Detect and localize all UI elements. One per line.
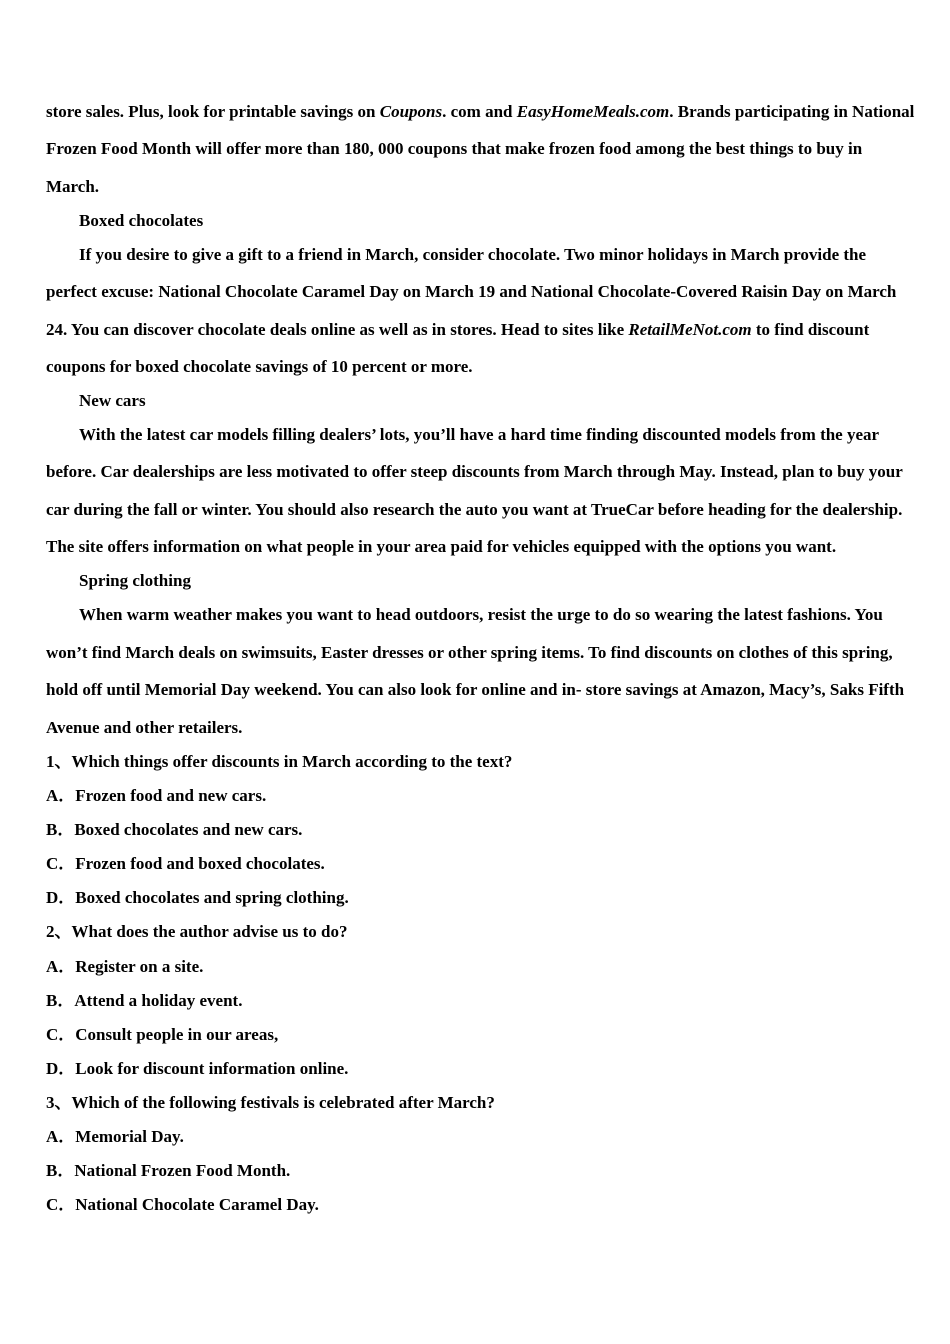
answer-option: B．Boxed chocolates and new cars. xyxy=(46,820,303,839)
section-heading-spring-clothing: Spring clothing xyxy=(79,571,191,590)
site-name-coupons: Coupons xyxy=(379,102,443,121)
passage-line: Frozen Food Month will offer more than 180, 000 coupons that make frozen food among the best things to buy in xyxy=(46,139,863,158)
answer-option: B．Attend a holiday event. xyxy=(46,991,243,1010)
question-stem: 1、Which things offer discounts in March according to the text? xyxy=(46,752,513,771)
section-heading-new-cars: New cars xyxy=(79,391,146,410)
text-run: . com and xyxy=(442,102,517,121)
passage-line: March. xyxy=(46,177,100,196)
text-run: to find discount xyxy=(751,320,870,339)
text-run: 24. You can discover chocolate deals online as well as in stores. Head to sites like xyxy=(46,320,629,339)
answer-option: D．Boxed chocolates and spring clothing. xyxy=(46,888,349,907)
passage-line: The site offers information on what people in your area paid for vehicles equipped with the options you want. xyxy=(46,537,837,556)
passage-line xyxy=(46,320,869,340)
passage-line: Avenue and other retailers. xyxy=(46,718,243,737)
passage-line: hold off until Memorial Day weekend. You can also look for online and in- store savings at Amazon, Macy’s, Saks Fifth xyxy=(46,680,905,699)
question-stem: 2、What does the author advise us to do? xyxy=(46,922,348,941)
text-run: . Brands participating in National xyxy=(669,102,915,121)
answer-option: D．Look for discount information online. xyxy=(46,1059,349,1078)
passage-line: coupons for boxed chocolate savings of 10 percent or more. xyxy=(46,357,473,376)
passage-line: With the latest car models filling dealers’ lots, you’ll have a hard time finding discounted models from the year xyxy=(79,425,880,444)
site-name-retailmenot: RetailMeNot.com xyxy=(628,320,752,339)
passage-line: before. Car dealerships are less motivated to offer steep discounts from March through May. Instead, plan to buy your xyxy=(46,462,903,481)
question-stem: 3、Which of the following festivals is celebrated after March? xyxy=(46,1093,495,1112)
passage-line: If you desire to give a gift to a friend in March, consider chocolate. Two minor holidays in March provide the xyxy=(79,245,867,264)
answer-option: A．Memorial Day. xyxy=(46,1127,184,1146)
passage-line xyxy=(46,102,914,122)
text-run: store sales. Plus, look for printable savings on xyxy=(46,102,380,121)
site-name-easyhomemeals: EasyHomeMeals.com xyxy=(516,102,670,121)
passage-line: When warm weather makes you want to head outdoors, resist the urge to do so wearing the latest fashions. You xyxy=(79,605,883,624)
answer-option: C．Consult people in our areas, xyxy=(46,1025,279,1044)
answer-option: C．National Chocolate Caramel Day. xyxy=(46,1195,319,1214)
answer-option: A．Frozen food and new cars. xyxy=(46,786,267,805)
passage-line: won’t find March deals on swimsuits, Easter dresses or other spring items. To find discounts on clothes of this spring, xyxy=(46,643,893,662)
section-heading-boxed-chocolates: Boxed chocolates xyxy=(79,211,204,230)
passage-line: perfect excuse: National Chocolate Caramel Day on March 19 and National Chocolate-Covered Raisin Day on March xyxy=(46,282,897,301)
answer-option: C．Frozen food and boxed chocolates. xyxy=(46,854,325,873)
passage-line: car during the fall or winter. You should also research the auto you want at TrueCar before heading for the dealership. xyxy=(46,500,903,519)
answer-option: B．National Frozen Food Month. xyxy=(46,1161,291,1180)
answer-option: A．Register on a site. xyxy=(46,957,204,976)
